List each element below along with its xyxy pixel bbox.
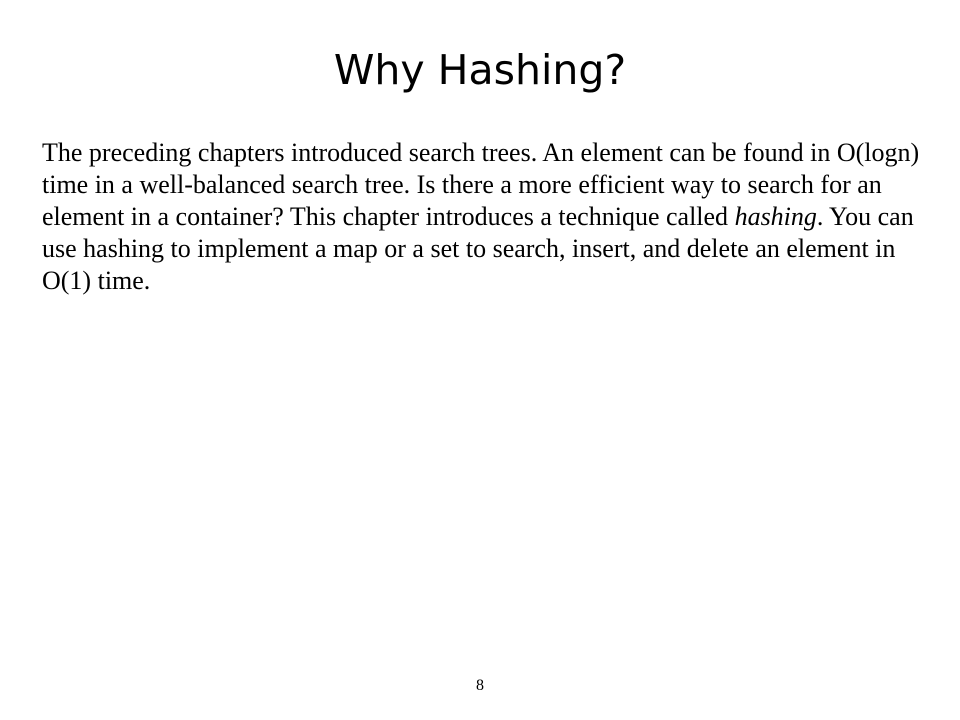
slide-body-text bbox=[42, 137, 922, 297]
page-number: 8 bbox=[476, 677, 484, 694]
slide-title: Why Hashing? bbox=[333, 46, 627, 94]
body-text-emphasis: hashing bbox=[734, 202, 817, 231]
body-text-part-1: The preceding chapters introduced search trees. An element can be found in O(logn) time in a well-balanced search tree. Is there a more efficient way to search for an element in a container? This chapter introduces a technique called bbox=[42, 138, 920, 231]
body-text-part-2: . You can use hashing to implement a map or a set to search, insert, and delete an element in O(1) time. bbox=[42, 202, 914, 295]
